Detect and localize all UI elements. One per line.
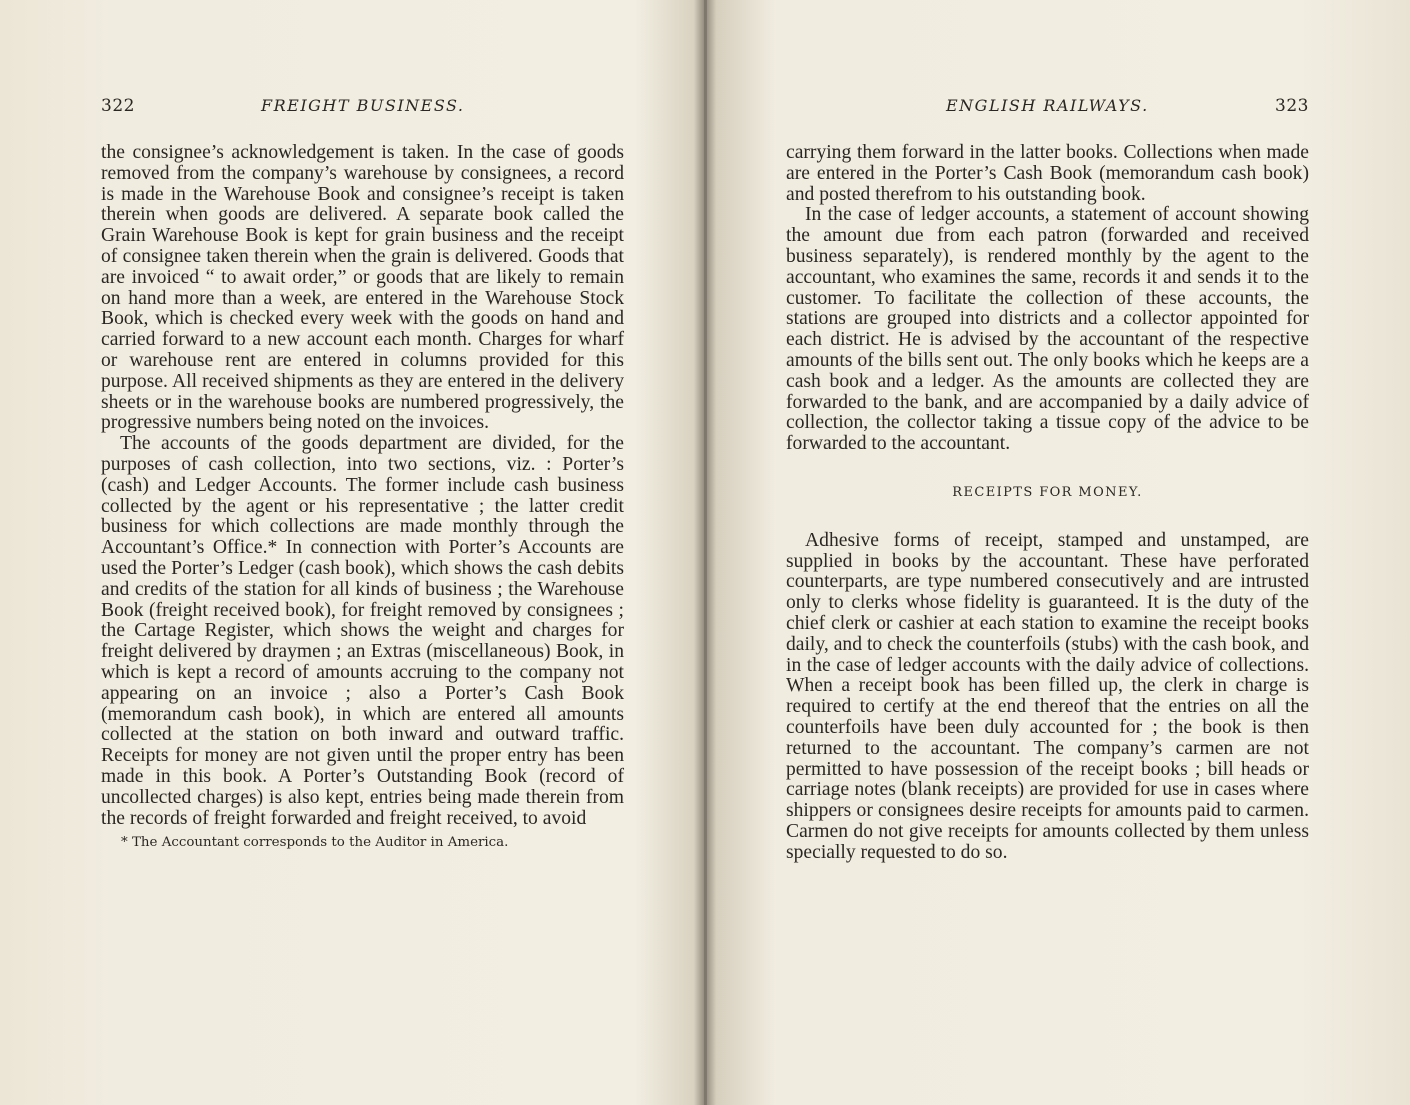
- right-page: [786, 96, 1309, 864]
- right-running-title: ENGLISH RAILWAYS.: [946, 96, 1149, 115]
- section-heading: RECEIPTS FOR MONEY.: [952, 484, 1143, 500]
- right-page-number: 323: [1275, 96, 1309, 116]
- right-section-paragraph-1: Adhesive forms of receipt, stamped and unstamped, are supplied in books by the accountant. These have perforated counterparts, are type numbered consecutively and are intrusted only to clerks whose fidelity is guaranteed. It is the duty of the chief clerk or cashier at each station to examine the receipt books daily, and to check the counterfoils (stubs) with the cash book, and in the case of ledger accounts with the daily advice of collections. When a receipt book has been filled up, the clerk in charge is required to certify at the end thereof that the entries on all the counterfoils have been duly accounted for ; the book is then returned to the accountant. The company’s carmen are not permitted to have possession of the receipt books ; bill heads or carriage notes (blank receipts) are provided for use in cases where shippers or consignees desire receipts for amounts paid to carmen. Carmen do not give receipts for amounts collected by them unless specially requested to do so.: [786, 529, 1309, 863]
- left-footnote: * The Accountant corresponds to the Auditor in America.: [121, 835, 509, 851]
- right-paragraph-2: In the case of ledger accounts, a statement of account showing the amount due from each patron (forwarded and received business separately), is rendered monthly by the agent to the accountant, who examines the same, records it and sends it to the customer. To facilitate the collection of these accounts, the stations are grouped into districts and a collector appointed for each district. He is advised by the accountant of the respective amounts of the bills sent out. The only books which he keeps are a cash book and a ledger. As the amounts are collected they are forwarded to the bank, and are accompanied by a daily advice of collection, the collector taking a tissue copy of the advice to be forwarded to the accountant.: [786, 204, 1309, 455]
- left-page-body: [101, 143, 624, 829]
- right-running-head: [786, 96, 1309, 118]
- left-paragraph-2: The accounts of the goods department are divided, for the purposes of cash collection, into two sections, viz. : Porter’s (cash) and Ledger Accounts. The former include cash business collected by the agent or his representative ; the latter credit business for which collections are made monthly through the Accountant’s Office.* In connection with Porter’s Accounts are used the Porter’s Ledger (cash book), which shows the cash debits and credits of the station for all kinds of business ; the Warehouse Book (freight received book), for freight removed by consignees ; the Cartage Register, which shows the weight and charges for freight delivered by draymen ; an Extras (miscellaneous) Book, in which is kept a record of amounts accruing to the company not appearing on an invoice ; also a Porter’s Cash Book (memorandum cash book), in which are entered all amounts collected at the station on both inward and outward traffic. Receipts for money are not given until the proper entry has been made in this book. A Porter’s Outstanding Book (record of uncollected charges) is also kept, entries being made therein from the records of freight forwarded and freight received, to avoid: [101, 433, 624, 829]
- left-page-number: 322: [101, 96, 135, 116]
- left-paragraph-1: the consignee’s acknowledgement is taken. In the case of goods removed from the company’s warehouse by consignees, a record is made in the Warehouse Book and consignee’s receipt is taken therein when goods are delivered. A separate book called the Grain Warehouse Book is kept for grain business and the receipt of consignee taken therein when the grain is delivered. Goods that are invoiced “ to await order,” or goods that are likely to remain on hand more than a week, are entered in the Warehouse Stock Book, which is checked every week with the goods on hand and carried forward to a new account each month. Charges for wharf or warehouse rent are entered in columns provided for this purpose. All received shipments as they are entered in the delivery sheets or in the warehouse books are numbered progressively, the progressive numbers being noted on the invoices.: [101, 142, 624, 434]
- left-running-title: FREIGHT BUSINESS.: [261, 96, 465, 115]
- left-page: [101, 96, 624, 851]
- left-running-head: [101, 96, 624, 118]
- right-page-body: [786, 143, 1309, 864]
- right-paragraph-1: carrying them forward in the latter books. Collections when made are entered in the Porter’s Cash Book (memorandum cash book) and posted therefrom to his outstanding book.: [786, 142, 1309, 205]
- book-gutter: [704, 0, 707, 1105]
